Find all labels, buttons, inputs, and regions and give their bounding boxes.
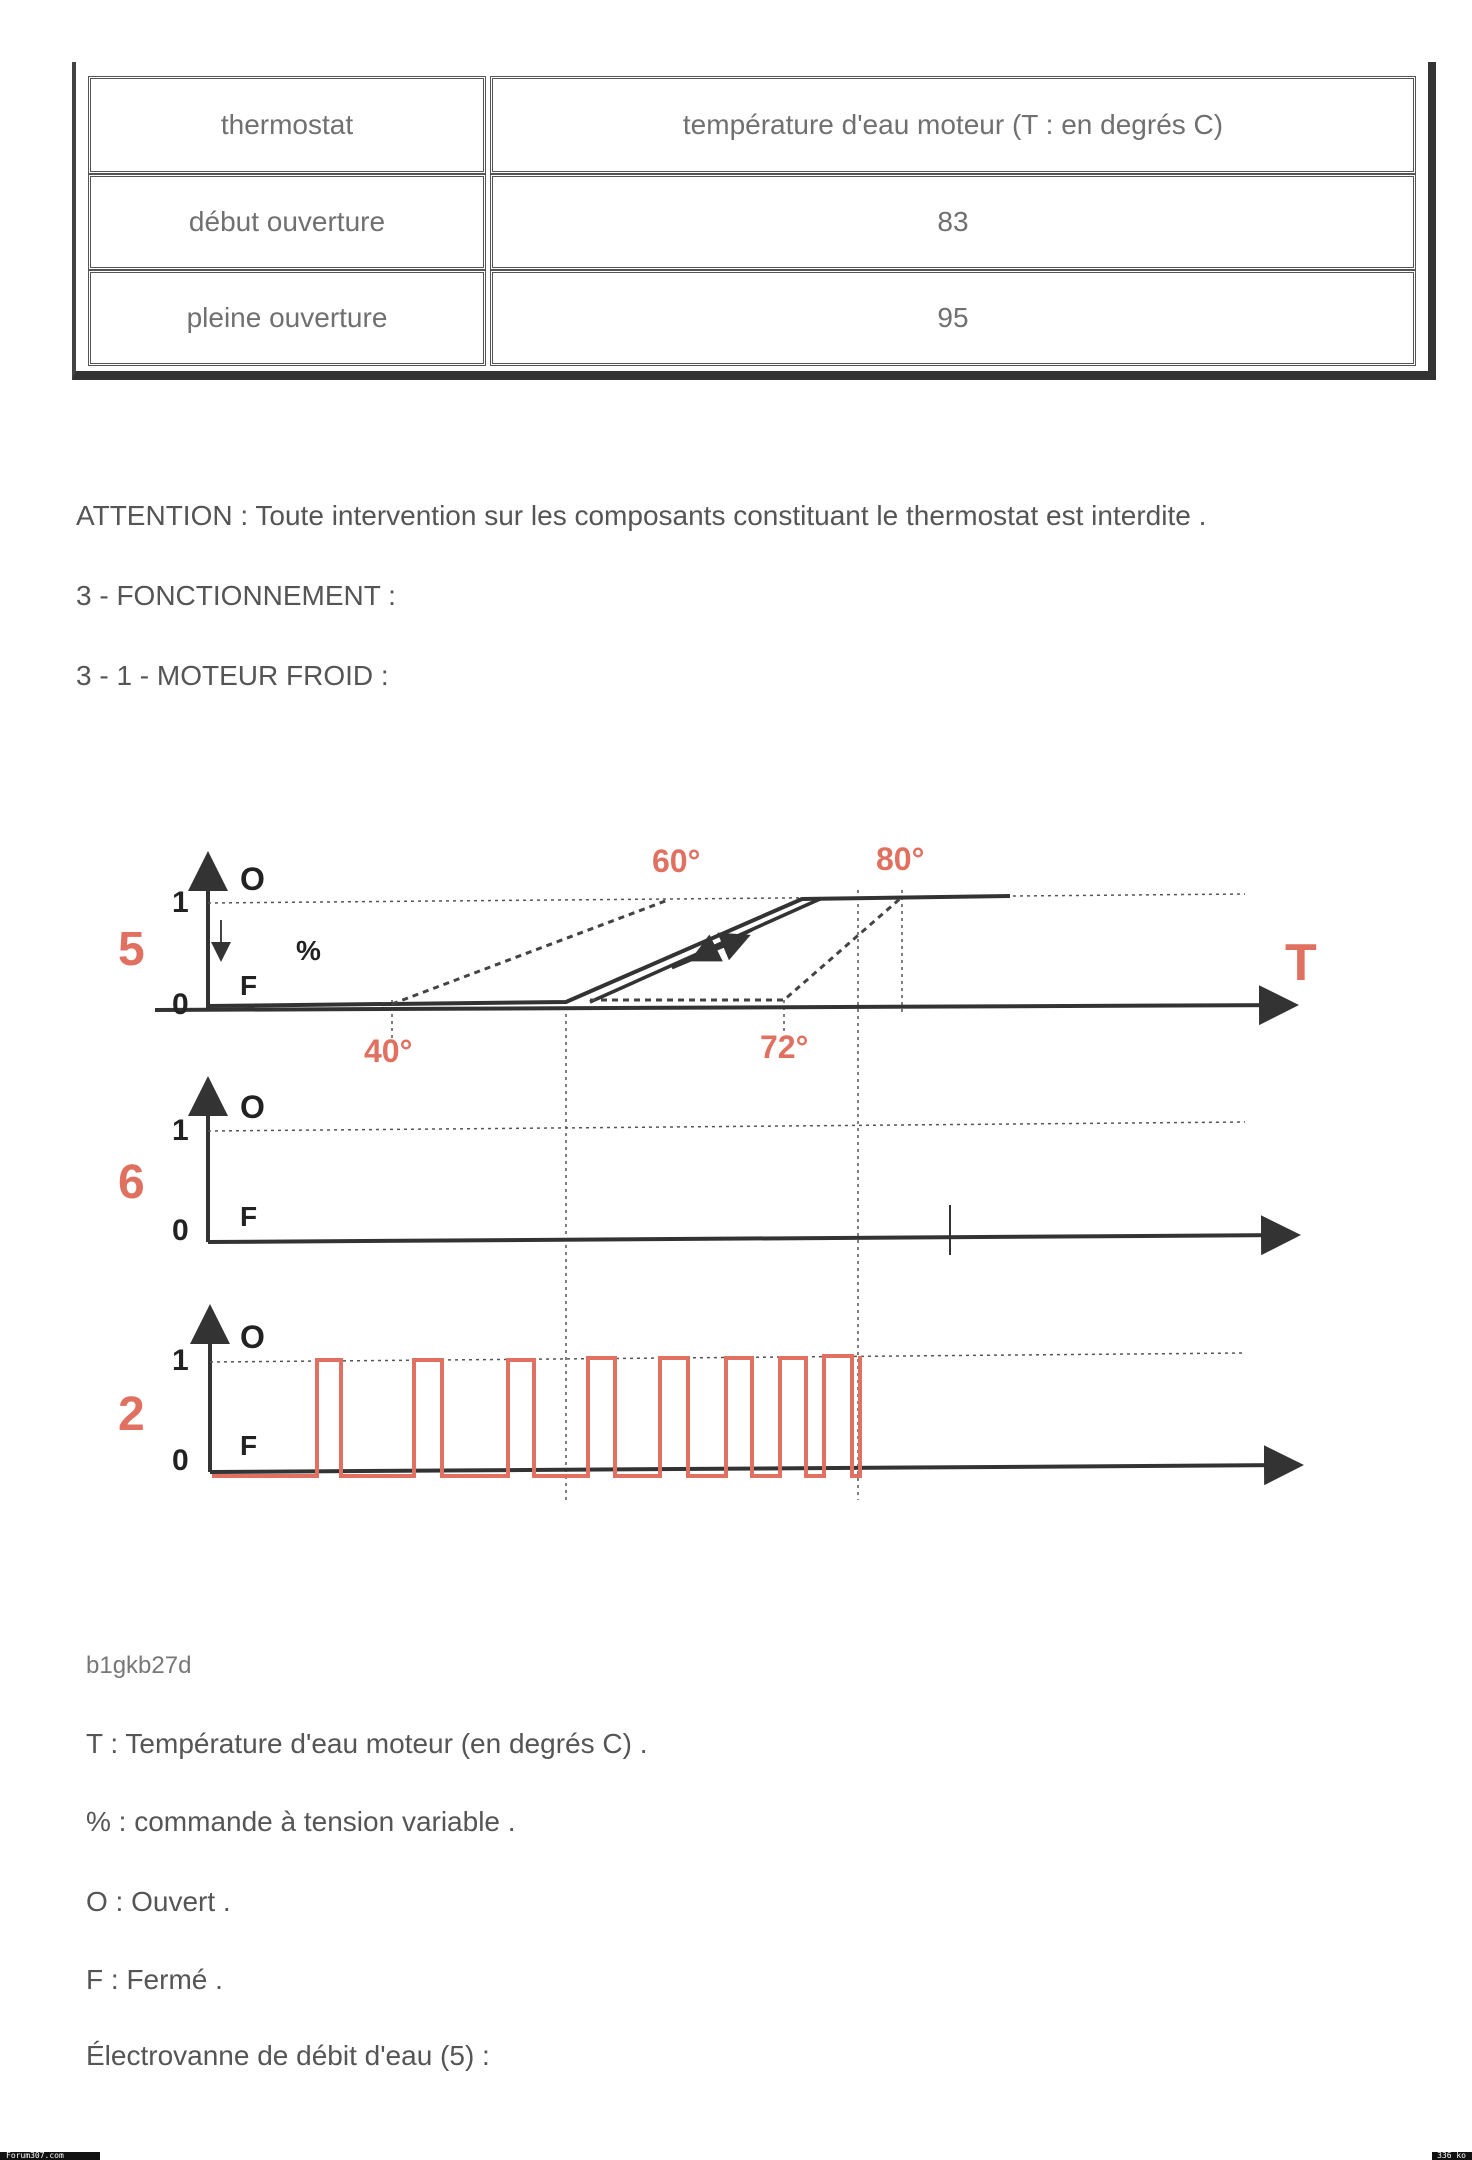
panel-label: 6 (118, 1156, 145, 1209)
axis-tick-label: 0 (172, 988, 189, 1021)
temperature-label: 60° (652, 843, 701, 879)
open-label: O (240, 861, 265, 897)
open-label: O (240, 1089, 265, 1125)
legend-electrovalve: Électrovanne de débit d'eau (5) : (86, 2040, 490, 2071)
temperature-label: 40° (364, 1033, 413, 1069)
panel-label: 5 (118, 923, 145, 976)
temperature-axis-label: T (1285, 934, 1317, 992)
temperature-label: 80° (876, 841, 925, 877)
table-header-row (88, 76, 1416, 174)
panel-5 (118, 841, 1317, 1069)
panel-6 (118, 1080, 1297, 1255)
legend-open: O : Ouvert . (86, 1886, 231, 1917)
table-header-cell: thermostat (88, 76, 486, 174)
table-header-cell: température d'eau moteur (T : en degrés C) (490, 76, 1416, 174)
axis-tick-label: 1 (172, 886, 189, 919)
axis-tick-label: 1 (172, 1344, 189, 1377)
panel-2 (118, 1308, 1300, 1477)
table-cell: 95 (490, 270, 1416, 366)
legend-percent: % : commande à tension variable . (86, 1806, 516, 1837)
footer-site: Forum307.com (6, 2151, 64, 2160)
footer-size: 336 ko (1437, 2151, 1466, 2160)
table-cell: 83 (490, 174, 1416, 270)
table-row (88, 270, 1416, 366)
temperature-label: 72° (760, 1029, 809, 1065)
legend-closed: F : Fermé . (86, 1964, 223, 1995)
percent-label: % (296, 935, 321, 966)
section-heading: 3 - FONCTIONNEMENT : (76, 580, 396, 611)
thermostat-table (72, 62, 1436, 380)
panel-label: 2 (118, 1388, 145, 1441)
attention-note: ATTENTION : Toute intervention sur les composants constituant le thermostat est interdite . (76, 500, 1207, 531)
axis-tick-label: 0 (172, 1214, 189, 1247)
pulse-signal (212, 1356, 860, 1476)
closed-label: F (240, 1201, 258, 1232)
cold-engine-timing-diagram (0, 800, 1472, 1520)
open-label: O (240, 1319, 265, 1355)
axis-tick-label: 0 (172, 1444, 189, 1477)
legend-temperature: T : Température d'eau moteur (en degrés C) . (86, 1728, 648, 1759)
subsection-heading: 3 - 1 - MOTEUR FROID : (76, 660, 389, 691)
figure-reference: b1gkb27d (86, 1652, 192, 1679)
table-row (88, 174, 1416, 270)
closed-label: F (240, 970, 258, 1001)
axis-tick-label: 1 (172, 1114, 189, 1147)
table-cell: début ouverture (88, 174, 486, 270)
closed-label: F (240, 1430, 258, 1461)
table-cell: pleine ouverture (88, 270, 486, 366)
